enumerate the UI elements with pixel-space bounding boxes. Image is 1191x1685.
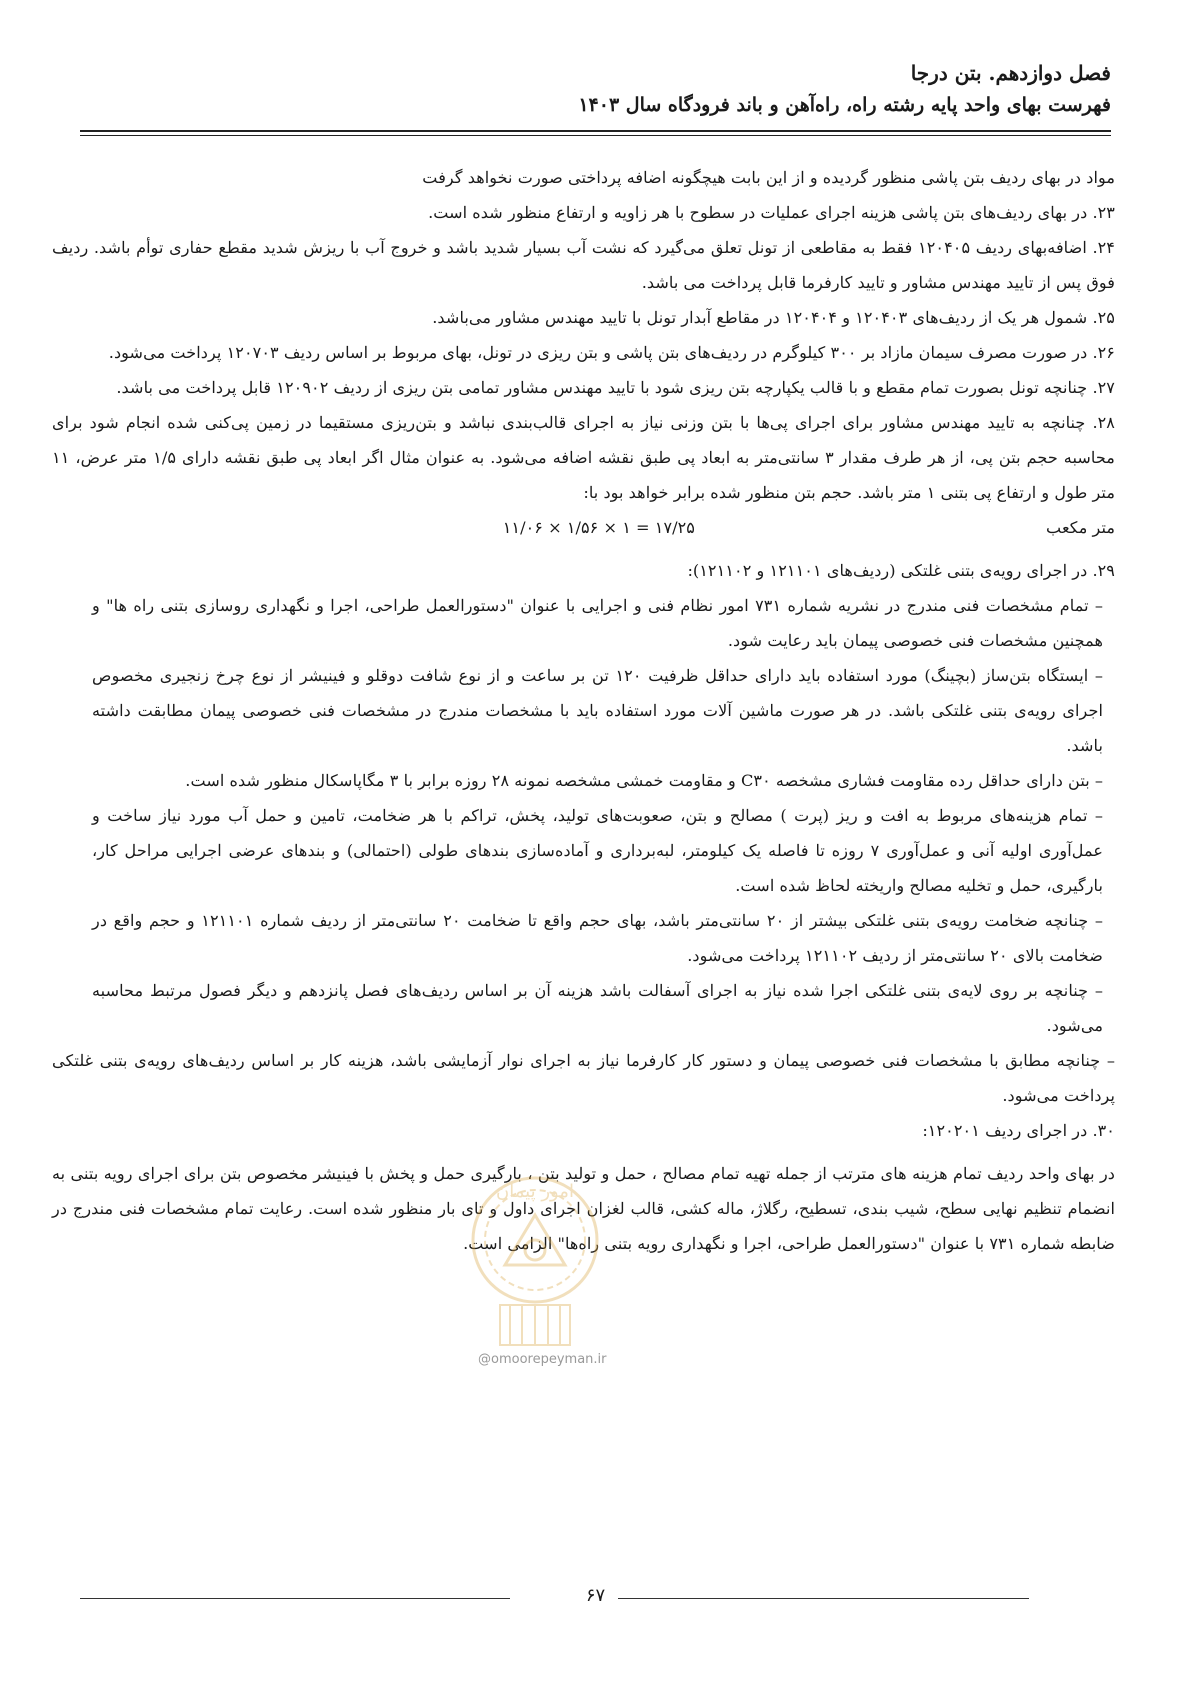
equation-unit: متر مکعب xyxy=(1046,518,1115,537)
header-rule-thin xyxy=(80,135,1111,136)
watermark-url: @omoorepeyman.ir xyxy=(478,1352,607,1367)
volume-equation: ۱۱/۰۶ × ۱/۵۶ × ۱ = ۱۷/۲۵ xyxy=(502,518,695,537)
header-rule-thick xyxy=(80,130,1111,132)
bullet-concrete-grade: – بتن دارای حداقل رده مقاومت فشاری مشخصه C۳۰ و مقاومت خمشی مشخصه نمونه ۲۸ روزه برابر با ۳ مگاپاسکال منظور شده است. xyxy=(185,771,1103,790)
volume-equation-line xyxy=(52,510,1115,545)
watermark-logo-text: امور پیمان xyxy=(496,1181,574,1202)
book-title: فهرست بهای واحد پایه رشته راه، راه‌آهن و باند فرودگاه سال ۱۴۰۳ xyxy=(578,94,1111,116)
paragraph-continuation: مواد در بهای ردیف بتن پاشی منظور گردیده و از این بابت هیچگونه اضافه پرداختی صورت نخواهد گرفت xyxy=(422,168,1115,187)
paragraph-23: ۲۳. در بهای ردیف‌های بتن پاشی هزینه اجرای عملیات در سطوح با هر زاویه و ارتفاع منظور شده است. xyxy=(428,203,1115,222)
bullet-test-strip: – چنانچه مطابق با مشخصات فنی خصوصی پیمان و دستور کار کارفرما نیاز به اجرای نوار آزمایشی باشد، هزینه کار بر اساس ردیف‌های رویه‌ی بتنی غلتکی پرداخت می‌شود. xyxy=(52,1051,1115,1105)
paragraph-29: ۲۹. در اجرای رویه‌ی بتنی غلتکی (ردیف‌های ۱۲۱۱۰۱ و ۱۲۱۱۰۲): xyxy=(687,561,1115,580)
bullet-costs: – تمام هزینه‌های مربوط به افت و ریز (پرت ) مصالح و بتن، صعوبت‌های تولید، پخش، تراکم با هر ضخامت، تامین و حمل آب مورد نیاز ساخت و عمل‌آوری اولیه آنی و عمل‌آوری ۷ روزه تا فاصله یک کیلومتر، لبه‌برداری و آماده‌سازی بندهای طولی (احتمالی) و بندهای عرضی اجرایی مراحل کار، بارگیری، حمل و تخلیه مصالح واریخته لحاظ شده است. xyxy=(92,806,1103,895)
page-number: ۶۷ xyxy=(585,1585,606,1606)
bullet-batching-plant: – ایستگاه بتن‌ساز (بچینگ) مورد استفاده باید دارای حداقل ظرفیت ۱۲۰ تن بر ساعت و از نوع شافت دوقلو و فینیشر از نوع چرخ زنجیری مخصوص اجرای رویه‌ی بتنی غلتکی باشد. در هر صورت ماشین آلات مورد استفاده باید با مشخصات مندرج در مشخصات فنی خصوصی پیمان مطابقت داشته باشد. xyxy=(92,666,1103,755)
chapter-title: فصل دوازدهم. بتن درجا xyxy=(910,61,1111,85)
bullet-thickness: – چنانچه ضخامت رویه‌ی بتنی غلتکی بیشتر از ۲۰ سانتی‌متر باشد، بهای حجم واقع تا ضخامت ۲۰ سانتی‌متر از ردیف شماره ۱۲۱۱۰۱ و حجم واقع در ضخامت بالای ۲۰ سانتی‌متر از ردیف ۱۲۱۱۰۲ پرداخت می‌شود. xyxy=(92,911,1103,965)
paragraph-27: ۲۷. چنانچه تونل بصورت تمام مقطع و با قالب یکپارچه بتن ریزی شود با تایید مهندس مشاور تمامی بتن ریزی از ردیف ۱۲۰۹۰۲ قابل پرداخت می باشد. xyxy=(116,378,1115,397)
paragraph-30-body: در بهای واحد ردیف تمام هزینه های مترتب از جمله تهیه تمام مصالح ، حمل و تولید بتن ، بارگیری حمل و پخش با فینیشر مخصوص بتن برای اجرای رویه بتنی به انضمام تنظیم نهایی سطح، شیب بندی، تسطیح، رگلاژ، ماله کشی، قالب لغزان اجرای داول و تای بار منظور شده است. رعایت تمام مشخصات فنی مندرج در ضابطه شماره ۷۳۱ با عنوان "دستورالعمل طراحی، اجرا و نگهداری رویه بتنی راه‌ها" الزامی است. xyxy=(52,1164,1115,1253)
page-header xyxy=(80,58,1111,120)
paragraph-26: ۲۶. در صورت مصرف سیمان مازاد بر ۳۰۰ کیلوگرم در ردیف‌های بتن پاشی و بتن ریزی در تونل، بهای مربوط بر اساس ردیف ۱۲۰۷۰۳ پرداخت می‌شود. xyxy=(108,343,1115,362)
paragraph-28: ۲۸. چنانچه به تایید مهندس مشاور برای اجرای پی‌ها با بتن وزنی نیاز به اجرای قالب‌بندی نباشد و بتن‌ریزی مستقیما در زمین پی‌کنی شده انجام شود برای محاسبه حجم بتن پی، از هر طرف مقدار ۳ سانتی‌متر به ابعاد پی طبق نقشه اضافه می‌شود. به عنوان مثال اگر ابعاد پی طبق نقشه دارای ۱/۵ متر عرض، ۱۱ متر طول و ارتفاع پی بتنی ۱ متر باشد. حجم بتن منظور شده برابر خواهد بود با: xyxy=(52,413,1115,502)
bullet-specs: – تمام مشخصات فنی مندرج در نشریه شماره ۷۳۱ امور نظام فنی و اجرایی با عنوان "دستورالعمل طراحی، اجرا و نگهداری روسازی بتنی راه ها" و همچنین مشخصات فنی خصوصی پیمان باید رعایت شود. xyxy=(92,596,1104,650)
paragraph-24: ۲۴. اضافه‌بهای ردیف ۱۲۰۴۰۵ فقط به مقاطعی از تونل تعلق می‌گیرد که نشت آب بسیار شدید باشد و خروج آب با ریزش شدید مقطع حفاری توأم باشد. ردیف فوق پس از تایید مهندس مشاور و تایید کارفرما قابل پرداخت می باشد. xyxy=(52,238,1115,292)
paragraph-30: ۳۰. در اجرای ردیف ۱۲۰۲۰۱: xyxy=(922,1121,1115,1140)
bullet-asphalt: – چنانچه بر روی لایه‌ی بتنی غلتکی اجرا شده نیاز به اجرای آسفالت باشد هزینه آن بر اساس ردیف‌های فصل پانزدهم و دیگر فصول مرتبط محاسبه می‌شود. xyxy=(92,981,1103,1035)
page-body xyxy=(52,160,1115,1261)
paragraph-25: ۲۵. شمول هر یک از ردیف‌های ۱۲۰۴۰۳ و ۱۲۰۴۰۴ در مقاطع آبدار تونل با تایید مهندس مشاور می‌باشد. xyxy=(432,308,1115,327)
